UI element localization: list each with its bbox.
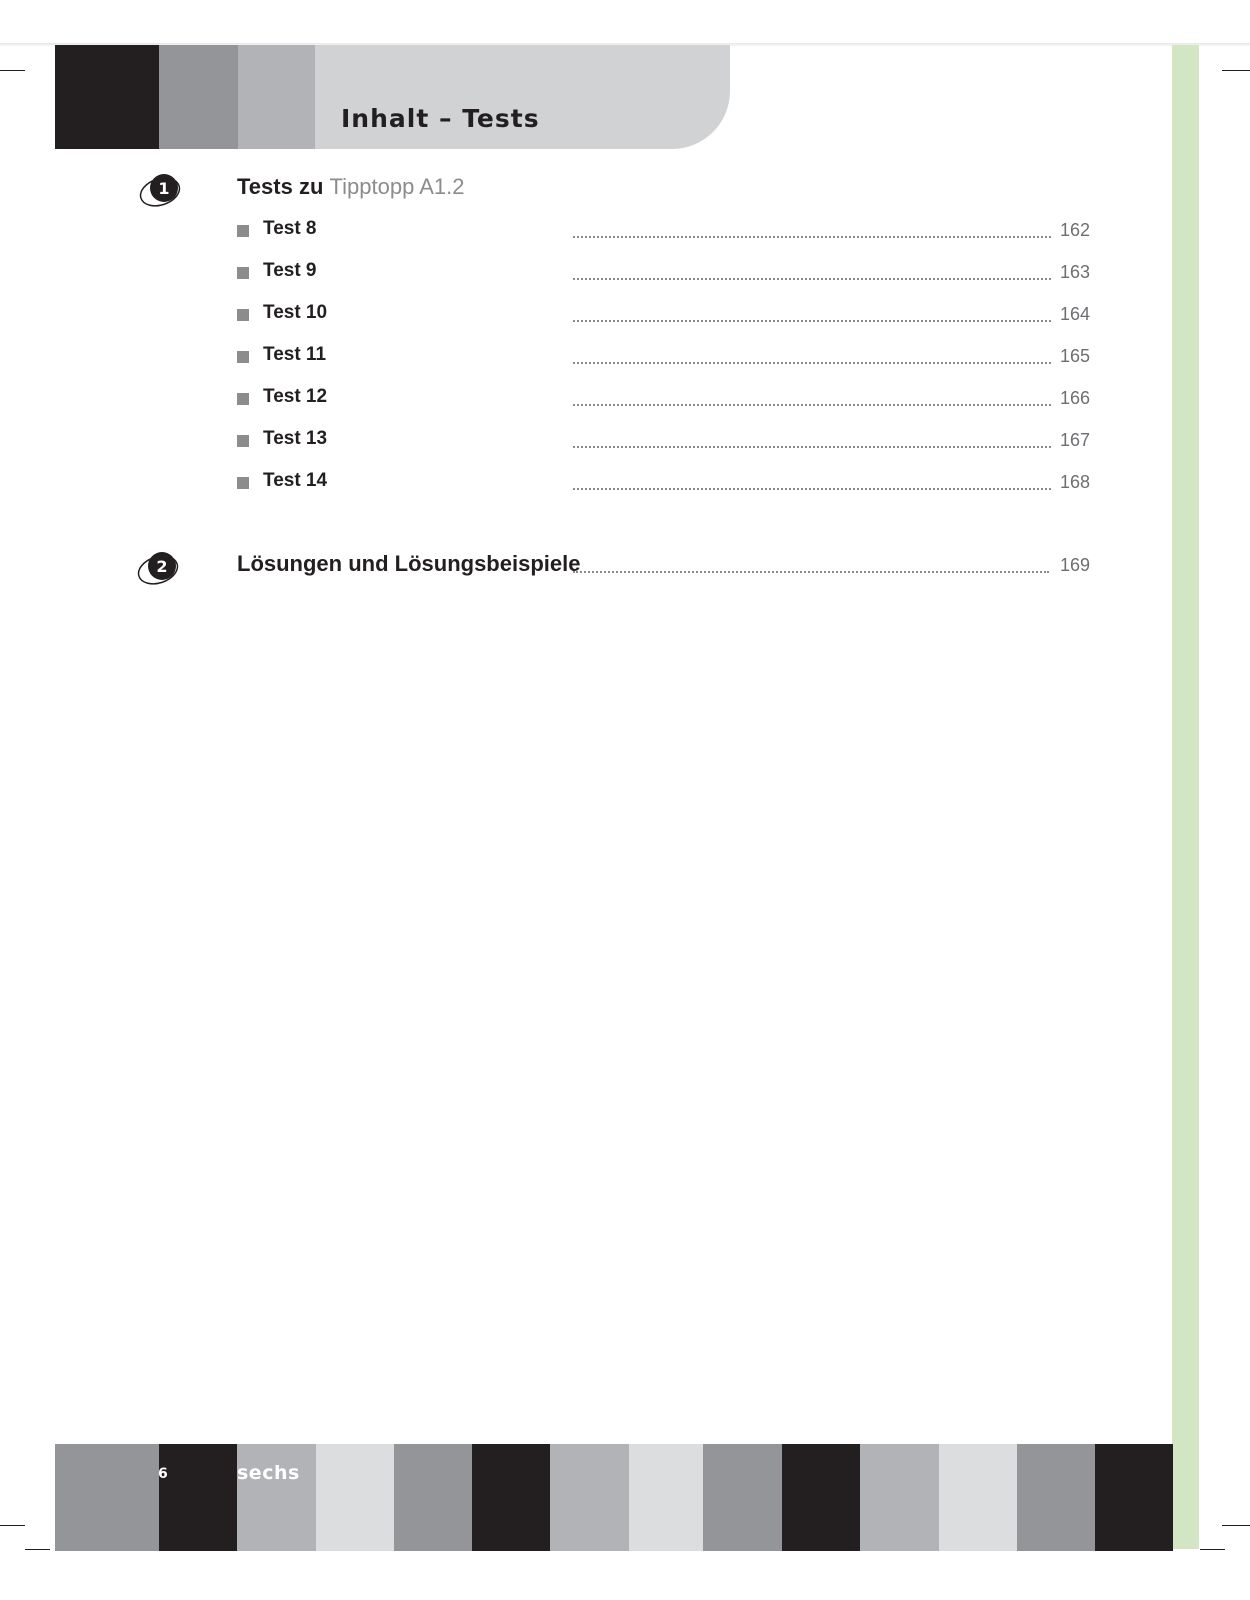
toc-entry[interactable] xyxy=(237,300,1091,330)
section-number: 2 xyxy=(156,557,168,576)
toc-entry-label: Test 8 xyxy=(263,218,317,239)
toc-page-number: 164 xyxy=(1060,304,1091,324)
toc-entry-label: Test 13 xyxy=(263,428,328,449)
footer-block xyxy=(316,1444,394,1551)
crop-mark xyxy=(1200,1549,1225,1550)
footer-block xyxy=(1017,1444,1095,1551)
toc-leader-dots xyxy=(573,571,1049,573)
footer-block xyxy=(939,1444,1017,1551)
toc-entry[interactable] xyxy=(237,468,1091,498)
toc-entry[interactable] xyxy=(237,216,1091,246)
toc-entry[interactable] xyxy=(237,384,1091,414)
bullet-square-icon xyxy=(237,477,249,489)
section-title-accent: Tipptopp A1.2 xyxy=(329,174,465,199)
toc-leader-dots xyxy=(573,404,1051,406)
footer-block xyxy=(629,1444,703,1551)
toc-leader-dots xyxy=(573,446,1051,448)
bullet-square-icon xyxy=(237,393,249,405)
footer-page-word: sechs xyxy=(237,1462,300,1484)
toc-leader-dots xyxy=(573,362,1051,364)
header-title-tab xyxy=(315,45,730,149)
footer-block xyxy=(55,1444,159,1551)
footer-block xyxy=(472,1444,550,1551)
side-accent-strip xyxy=(1172,45,1199,1549)
toc-page-number: 165 xyxy=(1060,346,1091,366)
footer-block xyxy=(782,1444,860,1551)
toc-leader-dots xyxy=(573,320,1051,322)
header-block-black xyxy=(55,45,159,149)
header-block-mid-gray xyxy=(238,45,315,149)
toc-page-number: 167 xyxy=(1060,430,1091,450)
footer-block xyxy=(159,1444,237,1551)
footer-block xyxy=(1095,1444,1173,1551)
toc-entry[interactable] xyxy=(237,258,1091,288)
footer-block xyxy=(550,1444,629,1551)
toc-leader-dots xyxy=(573,236,1051,238)
crop-mark xyxy=(0,70,25,71)
crop-mark xyxy=(0,1525,25,1526)
crop-mark xyxy=(25,1549,50,1550)
section-number-badge-1 xyxy=(136,171,188,207)
header-block-dark-gray xyxy=(159,45,238,149)
section-title-bold: Tests zu xyxy=(237,174,324,199)
toc-entry-label: Test 12 xyxy=(263,386,328,407)
toc-entry-label: Test 10 xyxy=(263,302,328,323)
bullet-square-icon xyxy=(237,225,249,237)
footer-block xyxy=(860,1444,939,1551)
toc-entry-label: Test 9 xyxy=(263,260,317,281)
section-title-tests xyxy=(237,174,464,200)
footer-block xyxy=(703,1444,782,1551)
toc-page-number[interactable]: 169 xyxy=(1060,555,1091,575)
bullet-square-icon xyxy=(237,267,249,279)
section-number-badge-2 xyxy=(134,549,186,585)
toc-page-number: 166 xyxy=(1060,388,1091,408)
toc-entry-label: Test 14 xyxy=(263,470,328,491)
section-number: 1 xyxy=(158,179,170,198)
toc-page-number: 168 xyxy=(1060,472,1091,492)
bullet-square-icon xyxy=(237,351,249,363)
toc-entry[interactable] xyxy=(237,342,1091,372)
toc-entry-label: Test 11 xyxy=(263,344,327,365)
toc-entry[interactable] xyxy=(237,426,1091,456)
crop-mark xyxy=(1222,70,1250,71)
crop-mark xyxy=(1222,1525,1250,1526)
section-title-solutions[interactable]: Lösungen und Lösungsbeispiele xyxy=(237,551,581,576)
page-title: Inhalt – Tests xyxy=(341,104,540,133)
footer-block xyxy=(237,1444,316,1551)
footer-block xyxy=(394,1444,472,1551)
toc-leader-dots xyxy=(573,278,1051,280)
footer-page-number: 6 xyxy=(158,1466,168,1482)
toc-page-number: 163 xyxy=(1060,262,1091,282)
toc-leader-dots xyxy=(573,488,1051,490)
bullet-square-icon xyxy=(237,435,249,447)
toc-page-number: 162 xyxy=(1060,220,1091,240)
bullet-square-icon xyxy=(237,309,249,321)
